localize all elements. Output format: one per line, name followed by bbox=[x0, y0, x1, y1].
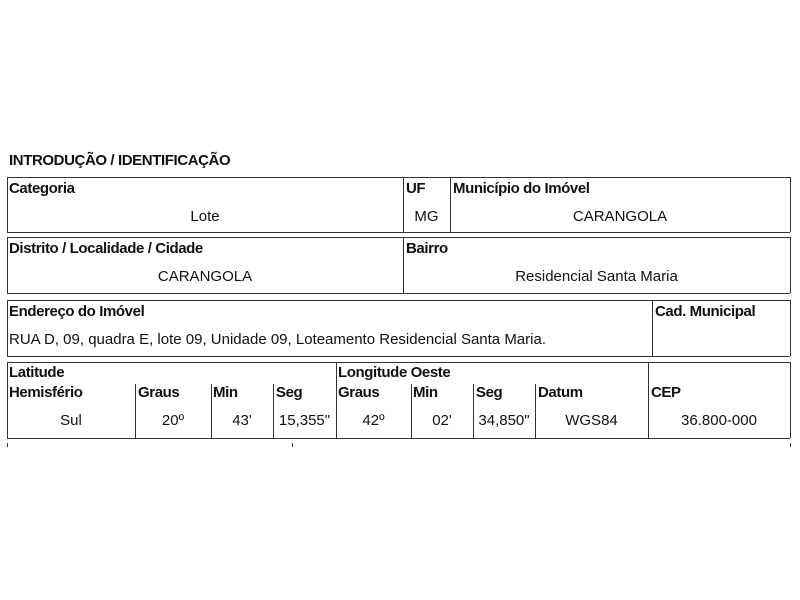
cad-municipal-label: Cad. Municipal bbox=[655, 303, 756, 320]
bairro-label: Bairro bbox=[406, 240, 448, 257]
row4-top-border bbox=[7, 362, 790, 363]
lat-graus-value: 20º bbox=[161, 412, 185, 429]
section-title: INTRODUÇÃO / IDENTIFICAÇÃO bbox=[9, 152, 231, 169]
lon-seg-label: Seg bbox=[476, 384, 503, 401]
categoria-value: Lote bbox=[190, 208, 220, 225]
row3-bottom-border bbox=[7, 356, 790, 357]
lon-min-value: 02' bbox=[432, 412, 452, 429]
cep-label: CEP bbox=[651, 384, 681, 401]
tick-mark bbox=[7, 443, 8, 447]
lat-seg-value: 15,355" bbox=[278, 412, 331, 429]
cep-value: 36.800-000 bbox=[681, 412, 757, 429]
lat-min-label: Min bbox=[213, 384, 238, 401]
hemisferio-label: Hemisfério bbox=[9, 384, 83, 401]
longitude-label: Longitude Oeste bbox=[338, 364, 451, 381]
endereco-value: RUA D, 09, quadra E, lote 09, Unidade 09, Loteamento Residencial Santa Maria. bbox=[9, 331, 546, 348]
lat-min-value: 43' bbox=[232, 412, 252, 429]
uf-value: MG bbox=[414, 208, 439, 225]
lon-graus-value: 42º bbox=[362, 412, 385, 429]
lon-min-label: Min bbox=[413, 384, 438, 401]
row2-top-border bbox=[7, 237, 790, 238]
lat-seg-label: Seg bbox=[276, 384, 303, 401]
uf-label: UF bbox=[406, 180, 426, 197]
row1-top-border bbox=[7, 177, 790, 178]
tick-mark bbox=[790, 443, 791, 447]
lon-seg-value: 34,850" bbox=[478, 412, 530, 429]
categoria-label: Categoria bbox=[9, 180, 75, 197]
row4-bottom-border bbox=[7, 438, 790, 439]
lon-graus-label: Graus bbox=[338, 384, 380, 401]
municipio-label: Município do Imóvel bbox=[453, 180, 590, 197]
bairro-value: Residencial Santa Maria bbox=[515, 268, 678, 285]
row2-bottom-border bbox=[7, 293, 790, 294]
distrito-label: Distrito / Localidade / Cidade bbox=[9, 240, 203, 257]
latitude-label: Latitude bbox=[9, 364, 65, 381]
endereco-label: Endereço do Imóvel bbox=[9, 303, 145, 320]
row3-top-border bbox=[7, 300, 790, 301]
lat-graus-label: Graus bbox=[138, 384, 180, 401]
row1-bottom-border bbox=[7, 232, 790, 233]
datum-label: Datum bbox=[538, 384, 583, 401]
distrito-value: CARANGOLA bbox=[157, 268, 253, 285]
hemisferio-value: Sul bbox=[60, 412, 82, 429]
municipio-value: CARANGOLA bbox=[572, 208, 668, 225]
tick-mark bbox=[292, 443, 293, 447]
datum-value: WGS84 bbox=[565, 412, 618, 429]
